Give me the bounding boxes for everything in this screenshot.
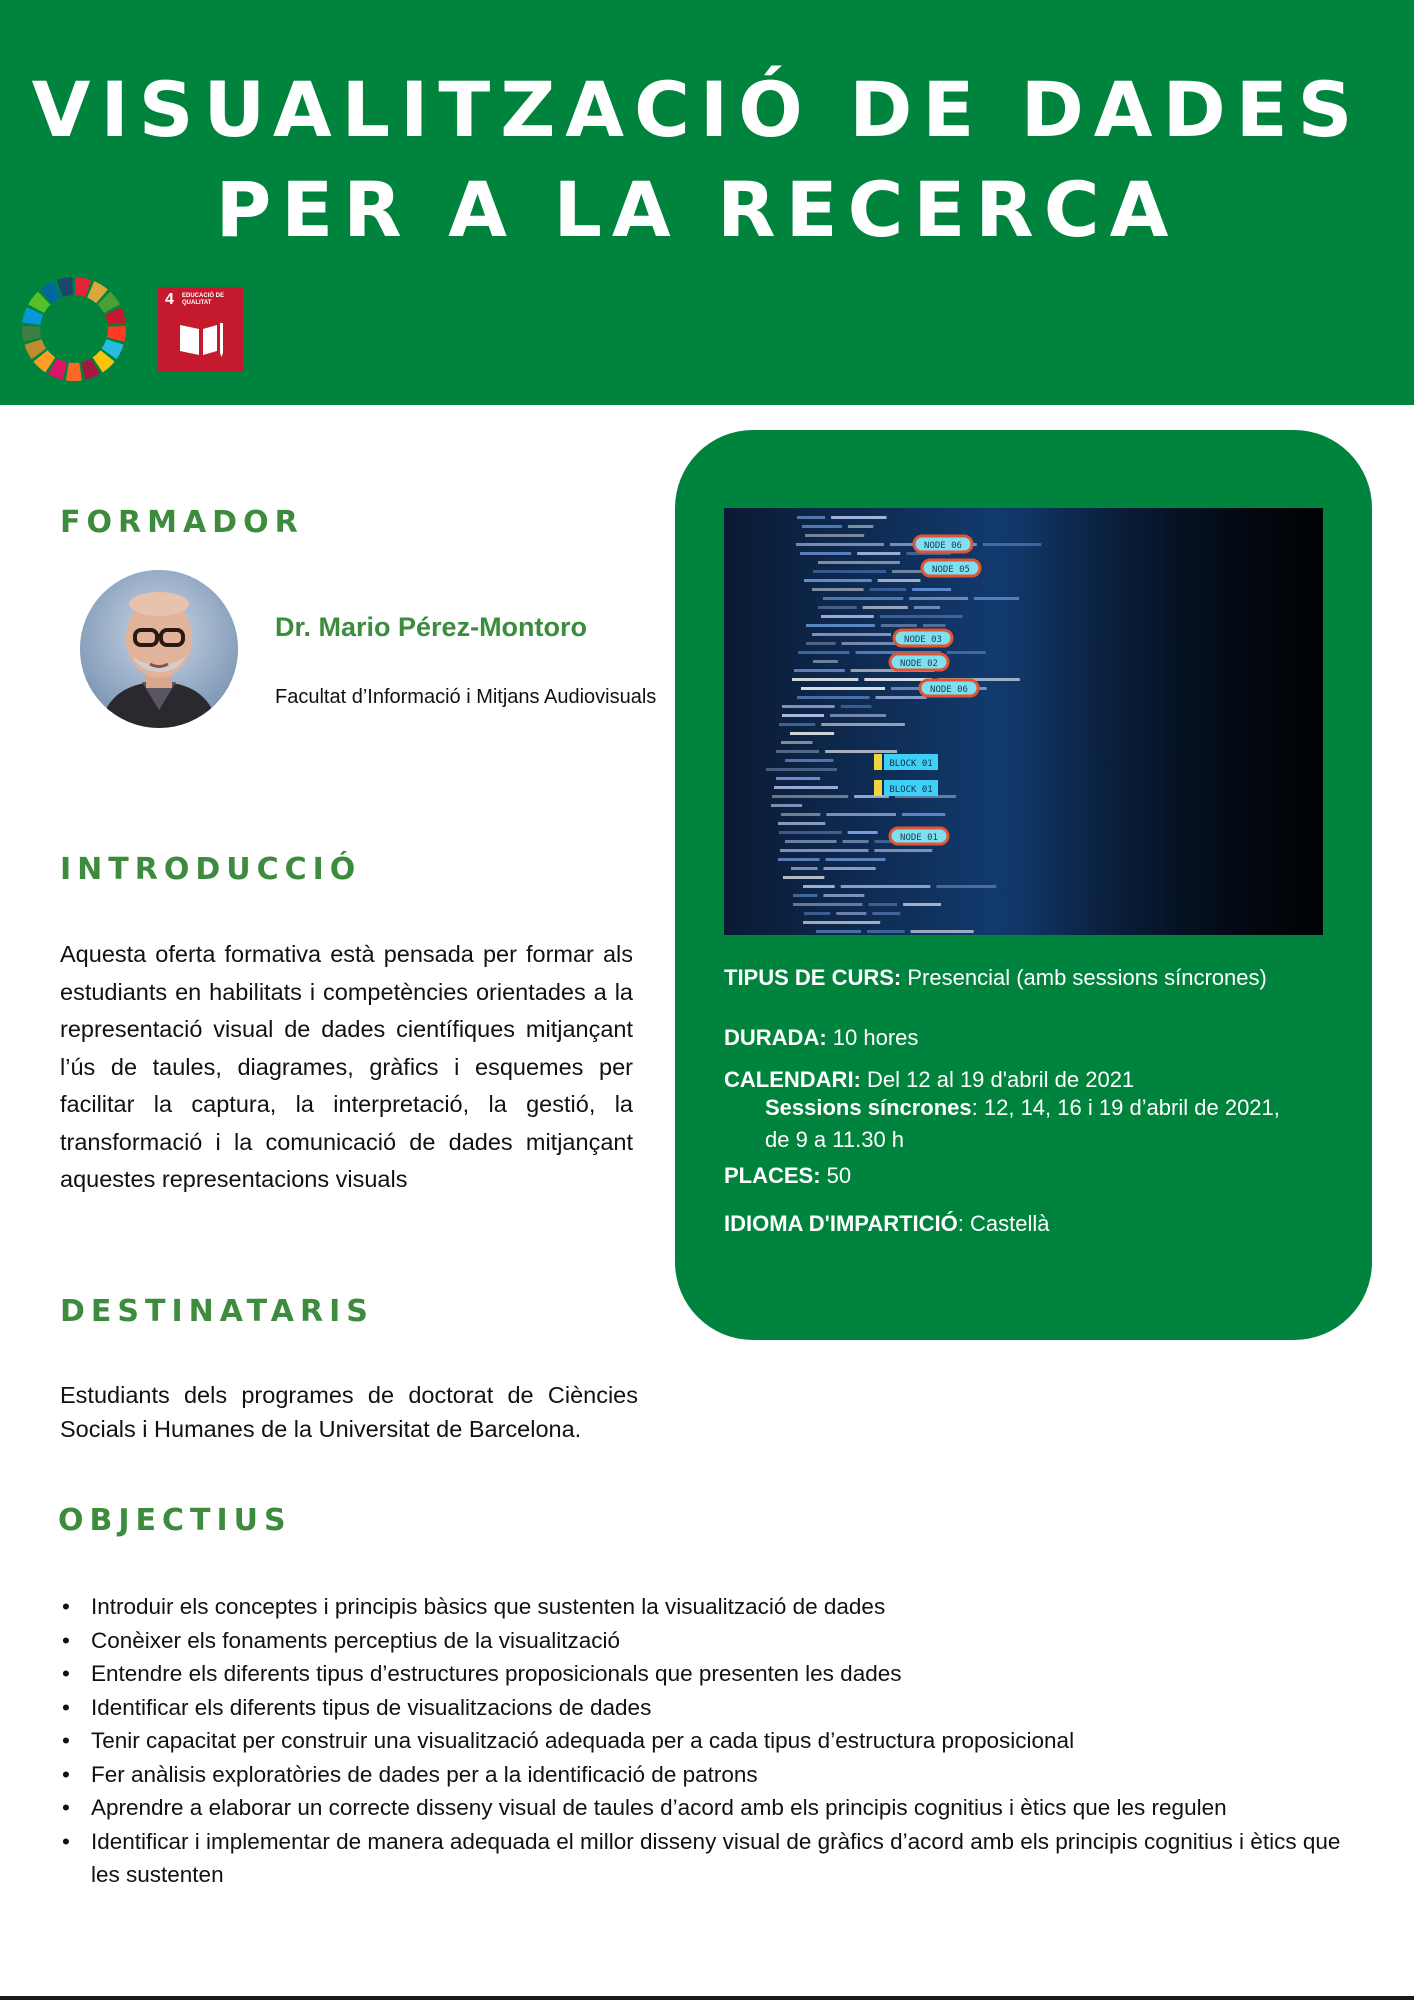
code-line — [903, 903, 941, 906]
footer-divider — [0, 1996, 1414, 2000]
course-calendar-value: Del 12 al 19 d'abril de 2021 — [860, 1067, 1135, 1092]
code-line — [803, 921, 880, 924]
code-line — [801, 687, 885, 690]
code-line — [780, 849, 868, 852]
course-duration — [724, 1025, 918, 1051]
code-screen-image — [724, 508, 1323, 935]
node-label-6 — [890, 828, 948, 844]
code-line — [783, 876, 824, 879]
sdg4-number: 4 — [165, 291, 174, 308]
code-line — [841, 885, 931, 888]
code-line — [821, 723, 905, 726]
book-icon — [177, 321, 225, 357]
code-line — [823, 894, 864, 897]
code-line — [881, 624, 917, 627]
heading-trainer: FORMADOR — [60, 505, 304, 540]
sdg-wheel-segment — [66, 363, 82, 381]
code-line — [870, 588, 907, 591]
title-line-2: PER A LA RECERCA — [215, 165, 1179, 254]
code-line — [818, 561, 900, 564]
objective-item — [60, 1657, 1360, 1691]
course-language-value: : Castellà — [957, 1211, 1050, 1236]
trainer-avatar — [80, 570, 238, 728]
objective-text: Identificar els diferents tipus de visualitzacions de dades — [91, 1694, 652, 1720]
intro-text: Aquesta oferta formativa està pensada per formar als estudiants en habilitats i competències orientades a la representació visual de dades científiques mitjançant l’ús de taules, diagrames, gràfics i esquemes per facilitar la captura, la interpretació, la gestió, la transformació i la comunicació de dades mitjançant aquestes representacions visuals — [60, 941, 633, 1192]
code-line — [864, 678, 931, 681]
trainer-faculty: Facultat d’Informació i Mitjans Audiovisuals — [275, 686, 657, 708]
code-line — [782, 714, 824, 717]
code-line — [796, 543, 884, 546]
code-line — [841, 705, 872, 708]
node-text-1: NODE 06 — [924, 541, 962, 551]
bullet-icon: • — [62, 1795, 70, 1820]
code-line — [911, 930, 974, 933]
node-text-2: NODE 05 — [932, 565, 970, 575]
objective-text: Introduir els conceptes i principis bàsics que sustenten la visualització de dades — [91, 1594, 886, 1619]
objective-text: Aprendre a elaborar un correcte disseny visual de taules d’acord amb els principis cognitius i ètics que les regulen — [91, 1795, 1227, 1820]
code-line — [923, 624, 946, 627]
code-line — [794, 669, 845, 672]
objective-text: Identificar i implementar de manera adequada el millor disseny visual de gràfics d’acord amb els principis cognitius i ètics que les sustenten — [91, 1828, 1341, 1887]
objective-item — [60, 1791, 1360, 1825]
code-line — [774, 786, 838, 789]
code-line — [804, 912, 830, 915]
node-label-5 — [920, 680, 978, 696]
title-line-1: VISUALITZACIÓ DE DADES — [31, 65, 1363, 154]
code-line — [812, 588, 864, 591]
code-line — [772, 795, 848, 798]
objective-item — [60, 1691, 1360, 1725]
course-language-label: IDIOMA D'IMPARTICIÓ — [724, 1211, 958, 1236]
objective-item — [60, 1590, 1360, 1624]
code-line — [778, 822, 825, 825]
code-line — [798, 651, 850, 654]
sdg4-badge — [158, 287, 243, 372]
node-label-2 — [922, 560, 980, 576]
objectives-list — [60, 1590, 1360, 1892]
code-line — [793, 894, 817, 897]
header-banner — [0, 0, 1414, 405]
trainer-name: Dr. Mario Pérez-Montoro — [275, 612, 588, 642]
code-line — [857, 552, 900, 555]
code-line — [878, 579, 921, 582]
course-places-label: PLACES: — [724, 1163, 821, 1188]
block-text-2: BLOCK 01 — [889, 785, 933, 795]
course-calendar-label: CALENDARI: — [724, 1067, 861, 1092]
node-label-1 — [914, 536, 972, 552]
bullet-icon: • — [62, 1627, 70, 1653]
code-line — [818, 606, 857, 609]
code-line — [771, 804, 802, 807]
code-line — [782, 705, 835, 708]
node-text-3: NODE 03 — [904, 635, 942, 645]
code-line — [781, 741, 812, 744]
code-line — [869, 903, 898, 906]
code-line — [806, 642, 836, 645]
code-line — [797, 516, 825, 519]
code-line — [816, 930, 861, 933]
code-line — [803, 885, 835, 888]
code-line — [797, 696, 870, 699]
heading-intro: INTRODUCCIÓ — [60, 852, 362, 887]
code-line — [802, 525, 842, 528]
code-line — [776, 750, 819, 753]
code-line — [826, 858, 886, 861]
audience-text: Estudiants dels programes de doctorat de Ciències Socials i Humanes de la Universitat de Barcelona. — [60, 1382, 638, 1442]
code-line — [974, 597, 1019, 600]
code-line — [766, 768, 837, 771]
code-line — [792, 678, 858, 681]
node-label-4 — [890, 654, 948, 670]
code-line — [813, 660, 838, 663]
code-line — [848, 525, 873, 528]
node-label-3 — [894, 630, 952, 646]
course-duration-value: 10 hores — [826, 1025, 919, 1050]
objective-text: Fer anàlisis exploratòries de dades per a la identificació de patrons — [91, 1761, 758, 1787]
course-language — [724, 1211, 1050, 1237]
code-line — [842, 840, 868, 843]
node-text-5: NODE 06 — [930, 685, 968, 695]
course-sessions-label: Sessions síncrones — [765, 1095, 972, 1120]
sdg-wheel-logo — [20, 275, 128, 383]
code-line — [790, 732, 834, 735]
code-line — [836, 912, 866, 915]
course-places-value: 50 — [820, 1163, 852, 1188]
code-line — [778, 858, 820, 861]
node-text-6: NODE 01 — [900, 833, 938, 843]
code-line — [781, 813, 820, 816]
code-line — [793, 903, 863, 906]
course-calendar — [724, 1067, 1134, 1093]
block-text-1: BLOCK 01 — [889, 759, 933, 769]
code-line — [824, 867, 876, 870]
code-line — [863, 606, 908, 609]
code-line — [804, 579, 872, 582]
course-type-label: TIPUS DE CURS: — [724, 965, 902, 990]
code-line — [854, 795, 889, 798]
bullet-icon: • — [62, 1761, 70, 1787]
code-line — [791, 867, 818, 870]
bullet-icon: • — [62, 1661, 70, 1686]
code-line — [848, 831, 878, 834]
objective-item — [60, 1624, 1360, 1658]
objective-text: Entendre els diferents tipus d’estructures proposicionals que presenten les dades — [91, 1661, 902, 1686]
course-sessions-time: de 9 a 11.30 h — [765, 1127, 905, 1152]
code-line — [874, 849, 932, 852]
code-line — [823, 597, 903, 600]
course-sessions-value: : 12, 14, 16 i 19 d’abril de 2021, — [971, 1095, 1280, 1120]
bullet-icon: • — [62, 1728, 70, 1753]
code-line — [825, 750, 897, 753]
code-line — [909, 597, 968, 600]
bullet-icon: • — [62, 1694, 70, 1720]
code-line — [831, 516, 886, 519]
code-line — [880, 615, 963, 618]
course-places — [724, 1163, 851, 1189]
course-duration-label: DURADA: — [724, 1025, 827, 1050]
heading-audience: DESTINATARIS — [60, 1294, 374, 1329]
code-line — [812, 633, 891, 636]
course-type-value: Presencial (amb sessions síncrones) — [901, 965, 1267, 990]
node-text-4: NODE 02 — [900, 659, 938, 669]
objective-item — [60, 1825, 1360, 1892]
bullet-icon: • — [62, 1828, 70, 1854]
code-line — [872, 912, 900, 915]
code-line — [821, 615, 874, 618]
code-line — [902, 813, 945, 816]
objective-text: Tenir capacitat per construir una visualització adequada per a cada tipus d’estructura proposicional — [91, 1728, 1075, 1753]
code-line — [785, 840, 836, 843]
objective-item — [60, 1724, 1360, 1758]
heading-objectives: OBJECTIUS — [58, 1503, 292, 1538]
objective-item — [60, 1758, 1360, 1792]
code-line — [876, 696, 927, 699]
code-line — [936, 885, 996, 888]
sdg-wheel-segment — [107, 326, 126, 342]
code-line — [914, 606, 940, 609]
code-line — [776, 777, 820, 780]
code-line — [806, 624, 875, 627]
sdg4-label: EDUCACIÓ DE QUALITAT — [182, 293, 225, 306]
code-line — [800, 552, 851, 555]
code-line — [779, 831, 842, 834]
objective-text: Conèixer els fonaments perceptius de la visualització — [91, 1627, 621, 1653]
code-line — [830, 714, 886, 717]
bullet-icon: • — [62, 1594, 70, 1619]
course-sessions — [765, 1095, 1280, 1121]
course-type — [724, 965, 1267, 991]
code-line — [912, 588, 951, 591]
code-line — [785, 759, 833, 762]
code-line — [805, 534, 864, 537]
sdg-wheel-segment — [22, 326, 41, 342]
code-line — [826, 813, 896, 816]
code-line — [867, 930, 905, 933]
code-line — [813, 570, 886, 573]
code-line — [779, 723, 815, 726]
code-line — [947, 651, 986, 654]
